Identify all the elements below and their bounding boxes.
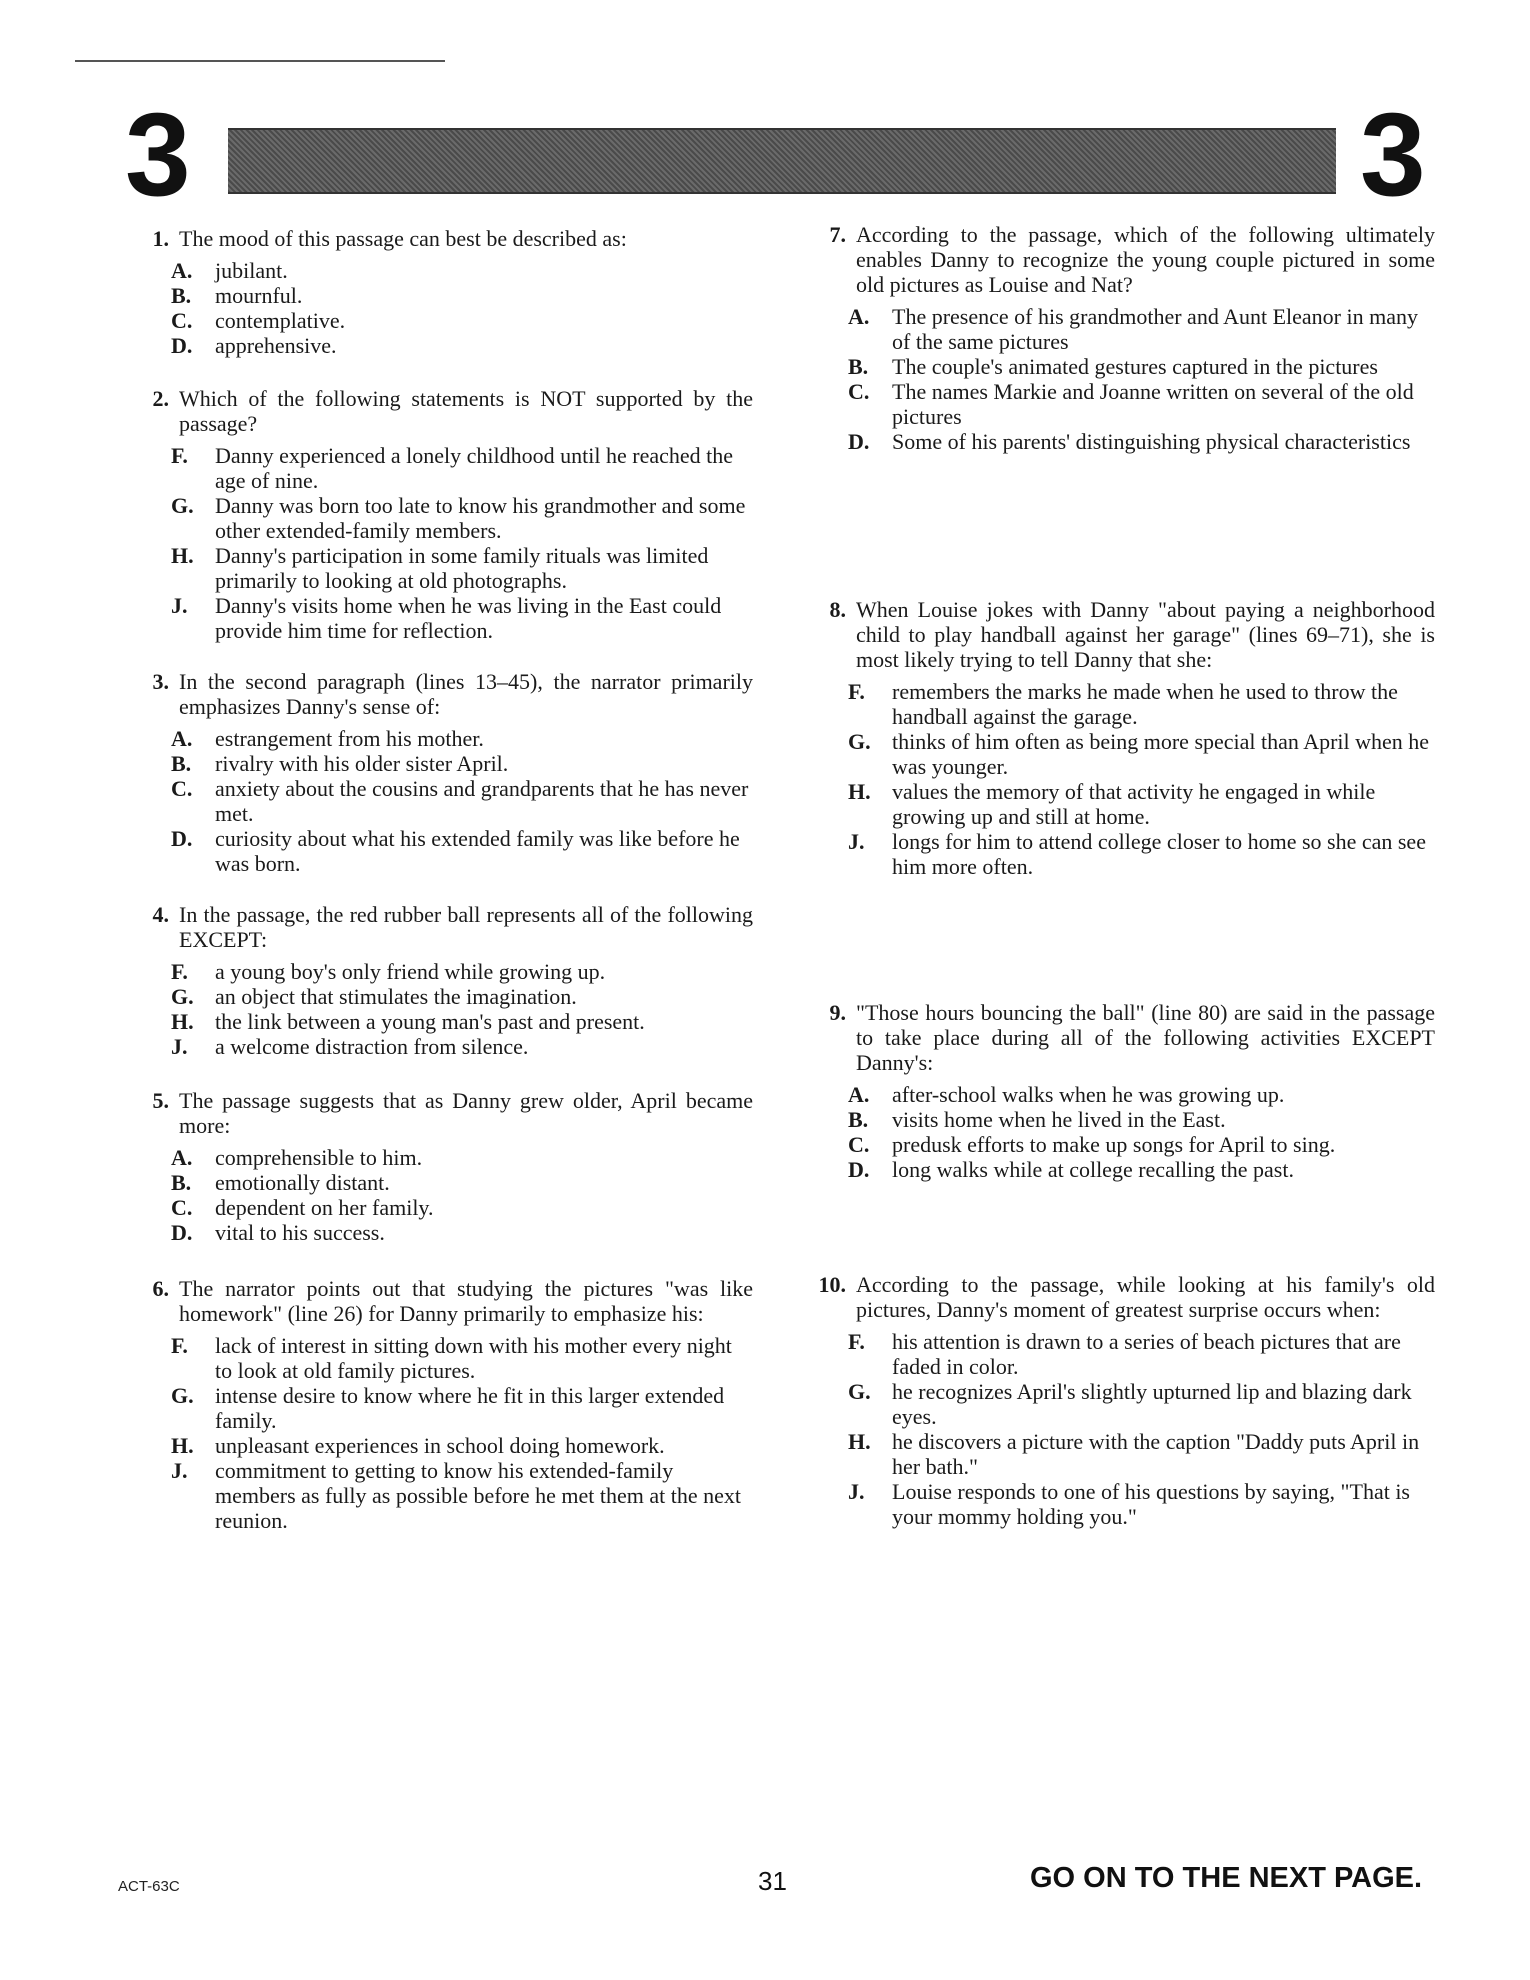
option-text: the link between a young man's past and present.: [215, 1009, 645, 1034]
answer-option-h[interactable]: [171, 543, 753, 593]
answer-option-g[interactable]: [171, 493, 753, 543]
option-letter: D.: [171, 1220, 193, 1245]
option-text: The presence of his grandmother and Aunt Eleanor in many of the same pictures: [892, 304, 1419, 354]
answer-option-c[interactable]: [171, 776, 753, 826]
question-number: 4.: [152, 902, 169, 927]
answer-option-f[interactable]: [171, 443, 753, 493]
option-text: apprehensive.: [215, 333, 337, 358]
option-text: Some of his parents' distinguishing physical characteristics: [892, 429, 1411, 454]
option-letter: B.: [848, 354, 869, 379]
question-text: According to the passage, while looking at his family's old pictures, Danny's moment of greatest surprise occurs when:: [856, 1272, 1435, 1322]
option-text: his attention is drawn to a series of beach pictures that are faded in color.: [892, 1329, 1401, 1379]
option-text: mournful.: [215, 283, 303, 308]
answer-option-d[interactable]: [848, 429, 1435, 454]
question-text: Which of the following statements is NOT supported by the passage?: [179, 386, 753, 436]
answer-option-h[interactable]: [848, 779, 1435, 829]
answer-option-g[interactable]: [171, 1383, 753, 1433]
question-number: 9.: [829, 1000, 846, 1025]
option-text: The names Markie and Joanne written on several of the old pictures: [892, 379, 1414, 429]
question-10: [810, 1272, 1435, 1529]
answer-option-c[interactable]: [848, 379, 1435, 429]
option-text: dependent on her family.: [215, 1195, 434, 1220]
answer-option-a[interactable]: [171, 726, 753, 751]
option-letter: F.: [848, 679, 865, 704]
answer-option-h[interactable]: [848, 1429, 1435, 1479]
question-9: [810, 1000, 1435, 1182]
option-text: comprehensible to him.: [215, 1145, 423, 1170]
option-text: after-school walks when he was growing up.: [892, 1082, 1285, 1107]
question-text: The mood of this passage can best be described as:: [179, 226, 627, 251]
option-text: anxiety about the cousins and grandparents that he has never met.: [215, 776, 749, 826]
option-text: estrangement from his mother.: [215, 726, 484, 751]
section-number-right: 3: [1360, 89, 1426, 221]
option-letter: F.: [171, 1333, 188, 1358]
answer-option-g[interactable]: [848, 729, 1435, 779]
option-letter: G.: [848, 1379, 871, 1404]
option-text: emotionally distant.: [215, 1170, 390, 1195]
answer-option-f[interactable]: [848, 1329, 1435, 1379]
option-letter: J.: [171, 1458, 188, 1483]
question-text: In the second paragraph (lines 13–45), the narrator primarily emphasizes Danny's sense of:: [179, 669, 753, 719]
option-text: unpleasant experiences in school doing homework.: [215, 1433, 665, 1458]
option-letter: D.: [848, 429, 870, 454]
go-on-notice: GO ON TO THE NEXT PAGE.: [1030, 1862, 1423, 1894]
option-text: visits home when he lived in the East.: [892, 1107, 1226, 1132]
option-letter: A.: [848, 1082, 870, 1107]
option-text: curiosity about what his extended family was like before he was born.: [215, 826, 740, 876]
option-letter: B.: [848, 1107, 869, 1132]
answer-option-a[interactable]: [848, 304, 1435, 354]
question-3: [133, 669, 753, 876]
option-letter: C.: [848, 1132, 870, 1157]
question-number: 5.: [152, 1088, 169, 1113]
option-text: lack of interest in sitting down with his mother every night to look at old family pictures.: [215, 1333, 732, 1383]
answer-option-f[interactable]: [171, 959, 753, 984]
answer-option-g[interactable]: [848, 1379, 1435, 1429]
answer-option-a[interactable]: [848, 1082, 1435, 1107]
option-text: an object that stimulates the imagination.: [215, 984, 577, 1009]
answer-option-c[interactable]: [171, 1195, 753, 1220]
question-number: 7.: [829, 222, 846, 247]
option-letter: B.: [171, 283, 192, 308]
answer-option-j[interactable]: [171, 1458, 753, 1533]
option-letter: A.: [848, 304, 870, 329]
option-letter: C.: [171, 776, 193, 801]
option-text: vital to his success.: [215, 1220, 385, 1245]
option-letter: G.: [171, 984, 194, 1009]
answer-option-d[interactable]: [848, 1157, 1435, 1182]
answer-option-j[interactable]: [171, 593, 753, 643]
option-letter: H.: [171, 1433, 194, 1458]
answer-option-c[interactable]: [171, 308, 753, 333]
answer-option-b[interactable]: [171, 1170, 753, 1195]
question-text: When Louise jokes with Danny "about paying a neighborhood child to play handball against her garage" (lines 69–71), she is most likely trying to tell Danny that she:: [856, 597, 1435, 672]
option-letter: F.: [171, 443, 188, 468]
option-text: longs for him to attend college closer to home so she can see him more often.: [892, 829, 1426, 879]
answer-option-g[interactable]: [171, 984, 753, 1009]
option-text: remembers the marks he made when he used to throw the handball against the garage.: [892, 679, 1398, 729]
option-letter: H.: [848, 1429, 871, 1454]
option-letter: B.: [171, 1170, 192, 1195]
option-text: long walks while at college recalling the past.: [892, 1157, 1294, 1182]
question-6: [133, 1276, 753, 1533]
option-text: jubilant.: [215, 258, 288, 283]
option-text: Danny was born too late to know his grandmother and some other extended-family members.: [215, 493, 746, 543]
answer-option-b[interactable]: [171, 283, 753, 308]
option-letter: C.: [171, 1195, 193, 1220]
option-letter: G.: [171, 1383, 194, 1408]
section-header-bar: [228, 128, 1336, 194]
option-letter: F.: [171, 959, 188, 984]
top-rule: [75, 60, 445, 62]
question-text: The narrator points out that studying the pictures "was like homework" (line 26) for Danny primarily to emphasize his:: [179, 1276, 753, 1326]
option-text: a welcome distraction from silence.: [215, 1034, 529, 1059]
question-1: [133, 226, 753, 358]
option-letter: A.: [171, 1145, 193, 1170]
option-text: rivalry with his older sister April.: [215, 751, 509, 776]
answer-option-f[interactable]: [848, 679, 1435, 729]
question-number: 8.: [829, 597, 846, 622]
answer-option-h[interactable]: [171, 1433, 753, 1458]
question-number: 2.: [152, 386, 169, 411]
option-text: he recognizes April's slightly upturned lip and blazing dark eyes.: [892, 1379, 1412, 1429]
question-7: [810, 222, 1435, 454]
answer-option-f[interactable]: [171, 1333, 753, 1383]
answer-option-h[interactable]: [171, 1009, 753, 1034]
answer-option-b[interactable]: [848, 354, 1435, 379]
answer-option-d[interactable]: [171, 333, 753, 358]
option-letter: J.: [171, 593, 188, 618]
option-letter: D.: [171, 333, 193, 358]
answer-option-j[interactable]: [171, 1034, 753, 1059]
option-letter: H.: [848, 779, 871, 804]
answer-option-j[interactable]: [848, 829, 1435, 879]
question-text: In the passage, the red rubber ball represents all of the following EXCEPT:: [179, 902, 753, 952]
option-letter: D.: [848, 1157, 870, 1182]
question-number: 10.: [818, 1272, 846, 1297]
option-text: commitment to getting to know his extended-family members as fully as possible before he met them at the next reunion.: [215, 1458, 742, 1533]
form-code: ACT-63C: [118, 1878, 180, 1895]
question-number: 6.: [152, 1276, 169, 1301]
option-text: Danny experienced a lonely childhood until he reached the age of nine.: [215, 443, 734, 493]
option-letter: C.: [171, 308, 193, 333]
option-text: predusk efforts to make up songs for April to sing.: [892, 1132, 1336, 1157]
option-letter: H.: [171, 543, 194, 568]
option-text: Danny's participation in some family rituals was limited primarily to looking at old photographs.: [215, 543, 709, 593]
page-number: 31: [758, 1866, 787, 1896]
option-letter: J.: [171, 1034, 188, 1059]
answer-option-d[interactable]: [171, 1220, 753, 1245]
option-letter: G.: [848, 729, 871, 754]
option-text: he discovers a picture with the caption "Daddy puts April in her bath.": [892, 1429, 1420, 1479]
question-5: [133, 1088, 753, 1245]
question-8: [810, 597, 1435, 879]
answer-option-b[interactable]: [848, 1107, 1435, 1132]
option-text: The couple's animated gestures captured in the pictures: [892, 354, 1378, 379]
question-number: 3.: [152, 669, 169, 694]
option-letter: D.: [171, 826, 193, 851]
option-text: a young boy's only friend while growing up.: [215, 959, 606, 984]
option-letter: G.: [171, 493, 194, 518]
option-text: Louise responds to one of his questions by saying, "That is your mommy holding you.": [892, 1479, 1410, 1529]
section-number-left: 3: [125, 89, 191, 221]
option-text: Danny's visits home when he was living in the East could provide him time for reflection.: [215, 593, 722, 643]
answer-option-c[interactable]: [848, 1132, 1435, 1157]
question-text: According to the passage, which of the following ultimately enables Danny to recognize the young couple pictured in some old pictures as Louise and Nat?: [856, 222, 1435, 297]
option-letter: A.: [171, 258, 193, 283]
option-letter: C.: [848, 379, 870, 404]
option-letter: F.: [848, 1329, 865, 1354]
question-text: "Those hours bouncing the ball" (line 80) are said in the passage to take place during all of the following activities EXCEPT Danny's:: [856, 1000, 1435, 1075]
option-letter: H.: [171, 1009, 194, 1034]
option-text: intense desire to know where he fit in this larger extended family.: [215, 1383, 725, 1433]
option-letter: J.: [848, 829, 865, 854]
answer-option-j[interactable]: [848, 1479, 1435, 1529]
question-number: 1.: [152, 226, 169, 251]
question-text: The passage suggests that as Danny grew older, April became more:: [179, 1088, 753, 1138]
question-4: [133, 902, 753, 1059]
option-text: contemplative.: [215, 308, 346, 333]
answer-option-a[interactable]: [171, 1145, 753, 1170]
question-2: [133, 386, 753, 643]
answer-option-a[interactable]: [171, 258, 753, 283]
option-letter: J.: [848, 1479, 865, 1504]
option-letter: B.: [171, 751, 192, 776]
option-letter: A.: [171, 726, 193, 751]
answer-option-d[interactable]: [171, 826, 753, 876]
option-text: thinks of him often as being more special than April when he was younger.: [892, 729, 1430, 779]
option-text: values the memory of that activity he engaged in while growing up and still at home.: [892, 779, 1376, 829]
answer-option-b[interactable]: [171, 751, 753, 776]
